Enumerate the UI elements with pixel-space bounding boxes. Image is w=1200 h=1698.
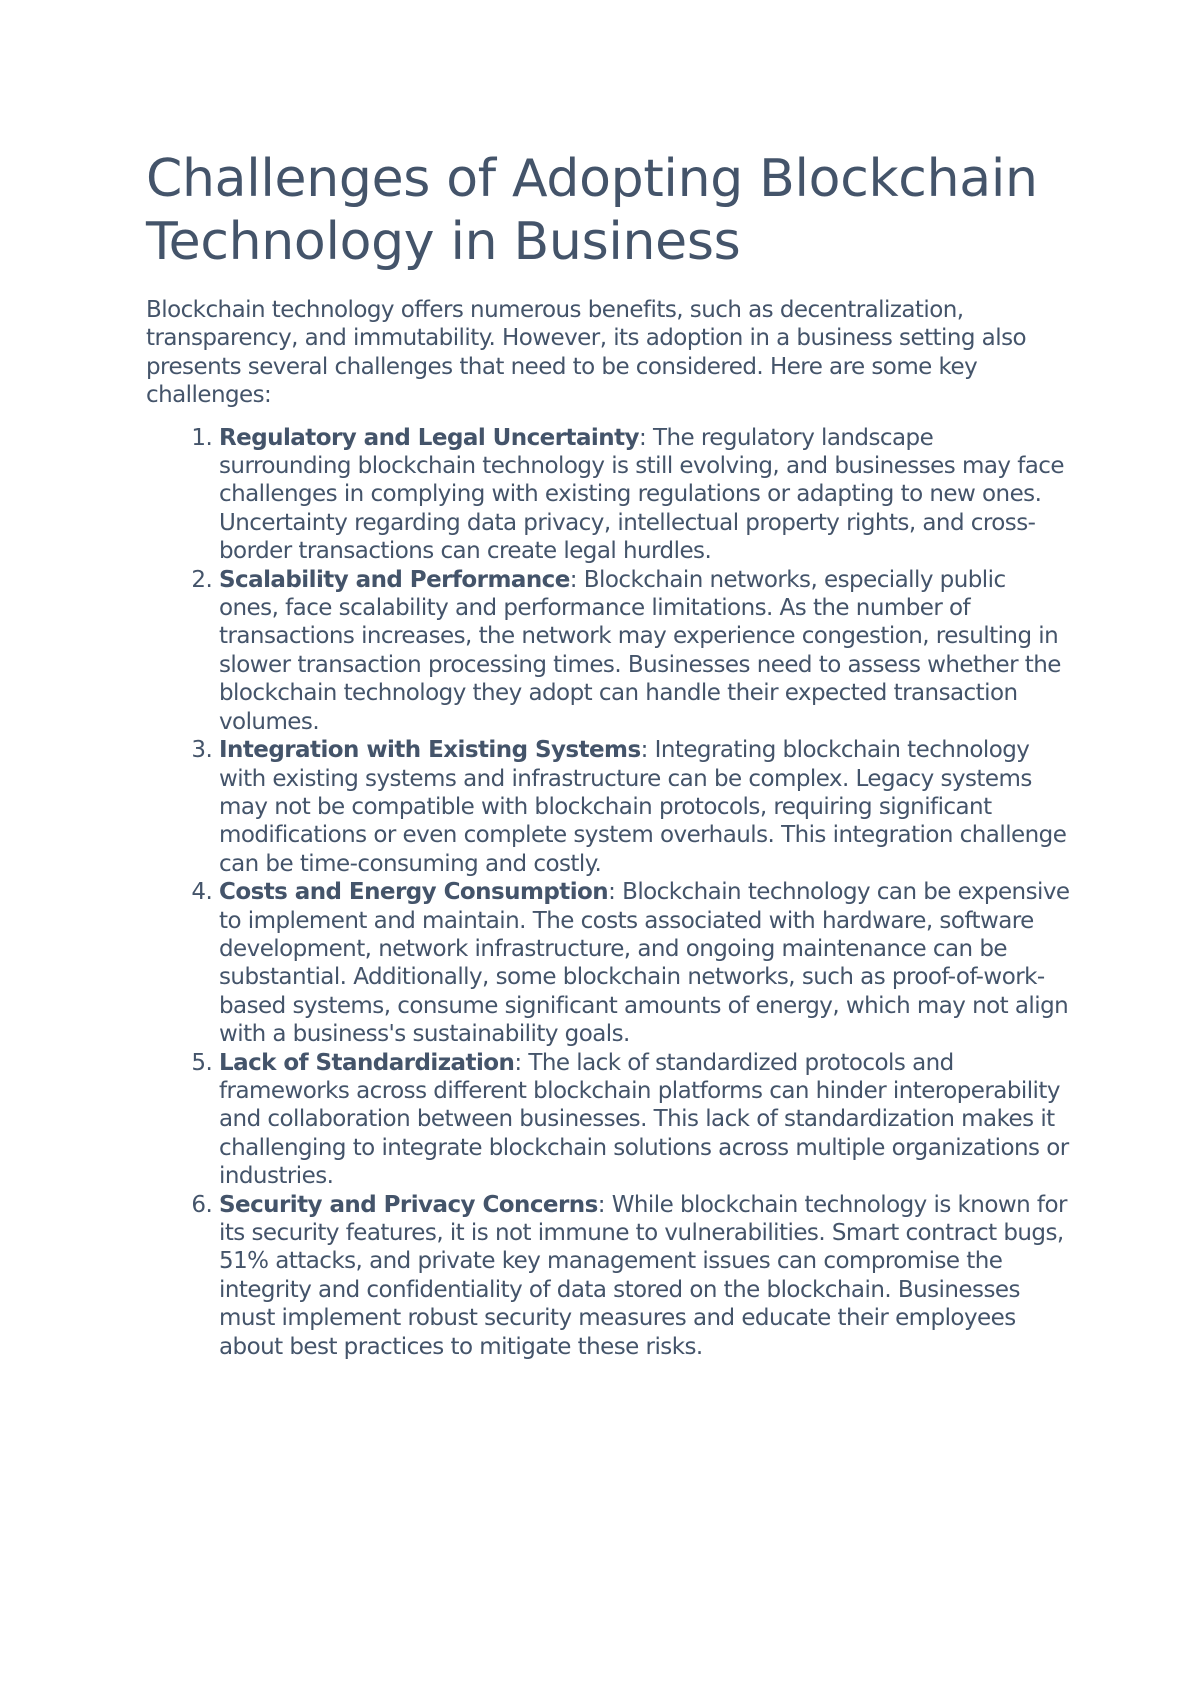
list-item [219, 1191, 1071, 1361]
list-item-term: Costs and Energy Consumption [219, 879, 609, 906]
list-item-term: Regulatory and Legal Uncertainty [219, 424, 639, 451]
list-item-term: Integration with Existing Systems [219, 737, 641, 764]
list-item [219, 736, 1071, 878]
list-item-text: : The regulatory landscape surrounding blockchain technology is still evolving, and businesses may face challenges in complying with existing regulations or adapting to new ones. Uncertainty regarding data privacy, intellectual property rights, and cross-border transactions can create legal hurdles. [219, 424, 1064, 565]
list-item-text: : The lack of standardized protocols and frameworks across different blockchain platforms can hinder interoperability and collaboration between businesses. This lack of standardization makes it challenging to integrate blockchain solutions across multiple organizations or industries. [219, 1049, 1069, 1190]
list-item-text: : Integrating blockchain technology with existing systems and infrastructure can be complex. Legacy systems may not be compatible with blockchain protocols, requiring significant modifications or even complete system overhauls. This integration challenge can be time-consuming and costly. [219, 737, 1067, 877]
document-page [146, 148, 1071, 1361]
document-title: Challenges of Adopting Blockchain Technology in Business [146, 149, 1038, 272]
list-item-text: : While blockchain technology is known for its security features, it is not immune to vulnerabilities. Smart contract bugs, 51% attacks, and private key management issues can compromise the integrity and confidentiality of data stored on the blockchain. Businesses must implement robust security measures and educate their employees about best practices to mitigate these risks. [219, 1191, 1067, 1360]
list-item-term: Lack of Standardization [219, 1049, 515, 1076]
list-item-term: Scalability and Performance [219, 566, 570, 593]
list-item-text: : Blockchain networks, especially public ones, face scalability and performance limitations. As the number of transactions increases, the network may experience congestion, resulting in slower transaction processing times. Businesses need to assess whether the blockchain technology they adopt can handle their expected transaction volumes. [219, 566, 1061, 735]
intro-paragraph: Blockchain technology offers numerous benefits, such as decentralization, transparency, and immutability. However, its adoption in a business setting also presents several challenges that need to be considered. Here are some key challenges: [146, 297, 1027, 409]
list-item-text: : Blockchain technology can be expensive to implement and maintain. The costs associated with hardware, software development, network infrastructure, and ongoing maintenance can be substantial. Additionally, some blockchain networks, such as proof-of-work-based systems, consume significant amounts of energy, which may not align with a business's sustainability goals. [219, 879, 1070, 1048]
list-item [219, 878, 1071, 1048]
list-item [219, 1049, 1071, 1191]
list-item-term: Security and Privacy Concerns [219, 1191, 598, 1218]
list-item [219, 424, 1071, 566]
challenges-list [146, 424, 1071, 1361]
list-item [219, 566, 1071, 736]
